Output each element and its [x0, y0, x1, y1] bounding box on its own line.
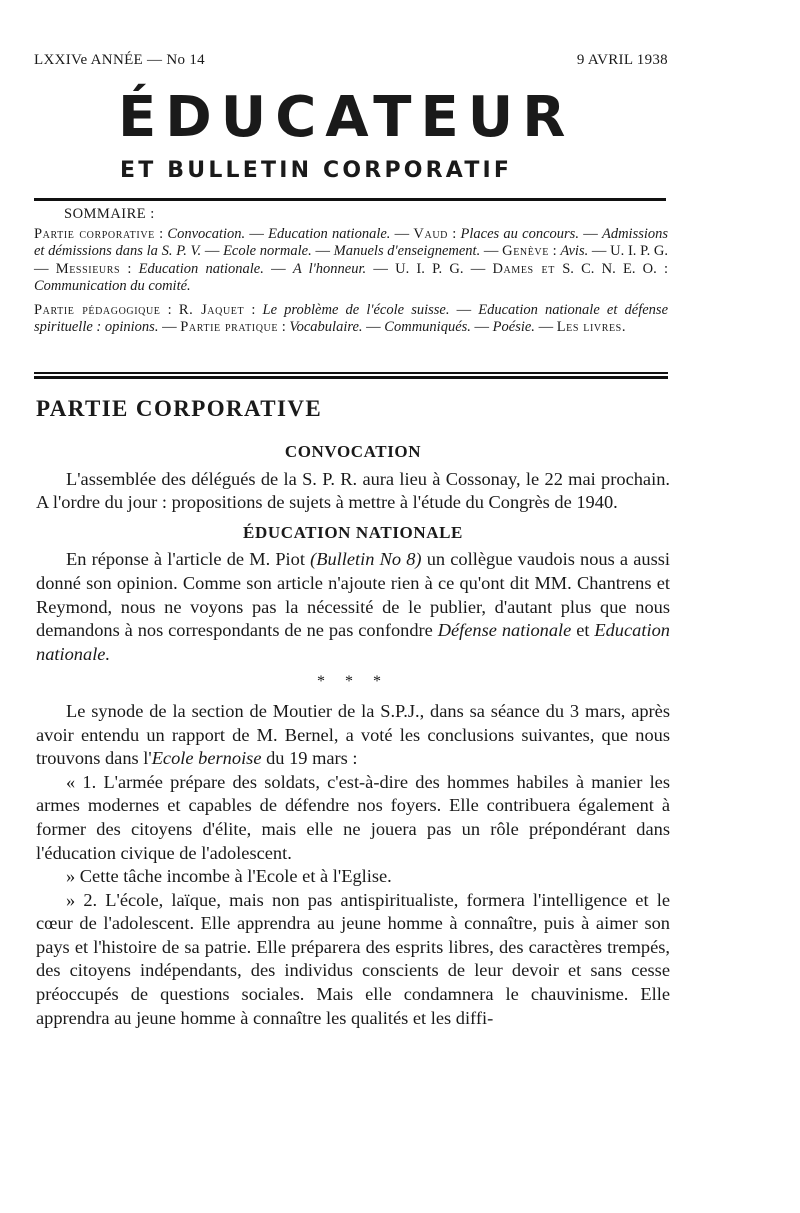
table-of-contents — [34, 206, 668, 343]
article-body — [36, 438, 670, 1030]
masthead-rule — [34, 198, 666, 201]
convocation-text: L'assemblée des délégués de la S. P. R. aura lieu à Cossonay, le 22 mai prochain. A l'ordre du jour : propositions de sujets à mettre à l'étude du Congrès de 1940. — [36, 468, 670, 513]
section-separator: * * * — [317, 673, 389, 691]
heading-education: ÉDUCATION NATIONALE — [243, 522, 463, 542]
education-paragraph-2: Le synode de la section de Moutier de la S.P.J., dans sa séance du 3 mars, après avoir entendu un rapport de M. Bernel, a voté les conclusions suivantes, que nous trouvons dans l'Ecole bernoise du 19 mars : — [36, 700, 670, 769]
issue-line — [34, 52, 668, 69]
journal-title: ÉDUCATEUR — [118, 85, 575, 150]
education-paragraph-4: » Cette tâche incombe à l'Ecole et à l'Eglise. — [66, 866, 392, 887]
issue-date: 9 AVRIL 1938 — [576, 52, 668, 68]
toc-corporative: Partie corporative : Convocation. — Education nationale. — Vaud : Places au concours. — Admissions et démissions dans la S. P. V. — Ecole normale. — Manuels d'enseignement. — Genève : Avis. — U. I. P. G. — Messieurs : Education nationale. — A l'honneur. — U. I. P. G. — Dames et S. C. N. E. O. : Communication du comité. — [34, 225, 669, 294]
journal-subtitle: ET BULLETIN CORPORATIF — [120, 158, 513, 183]
toc-pedagogique: Partie pédagogique : R. Jaquet : Le problème de l'école suisse. — Education nationale et défense spirituelle : opinions. — Partie pratique : Vocabulaire. — Communiqués. — Poésie. — Les livres. — [34, 301, 668, 335]
double-rule — [34, 372, 668, 381]
education-paragraph-1: En réponse à l'article de M. Piot (Bulletin No 8) un collègue vaudois nous a aussi donné son opinion. Comme son article n'ajoute rien à ce qu'ont dit MM. Chantrens et Reymond, nous ne voyons pas la nécessité de le publier, d'autant plus que nous demandons à nos correspondants de ne pas confondre Défense nationale et Education nationale. — [36, 549, 671, 664]
issue-number: LXXIVe ANNÉE — No 14 — [34, 52, 205, 68]
education-paragraph-3: « 1. L'armée prépare des soldats, c'est-à-dire des hommes habiles à manier les armes modernes et capables de défendre nos foyers. Elle contribuera également à former des citoyens d'élite, mais elle ne jouera pas un rôle prépondérant dans l'éducation civique de l'adolescent. — [36, 771, 670, 863]
toc-label: SOMMAIRE : — [64, 206, 155, 222]
heading-convocation: CONVOCATION — [284, 442, 422, 461]
education-paragraph-5: » 2. L'école, laïque, mais non pas antispiritualiste, formera l'intelligence et le cœur de l'adolescent. Elle apprendra au jeune homme à connaître, puis à aimer son pays et l'histoire de sa patrie. Elle préparera des esprits libres, des caractères trempés, des citoyens indépendants, des individus conscients de leur devoir et sans cesse préoccupés de questions sociales. Mais elle condamnera le chauvinisme. Elle apprendra au jeune homme à connaître les qualités et les diffi- — [36, 889, 670, 1028]
section-title: PARTIE CORPORATIVE — [36, 396, 323, 421]
